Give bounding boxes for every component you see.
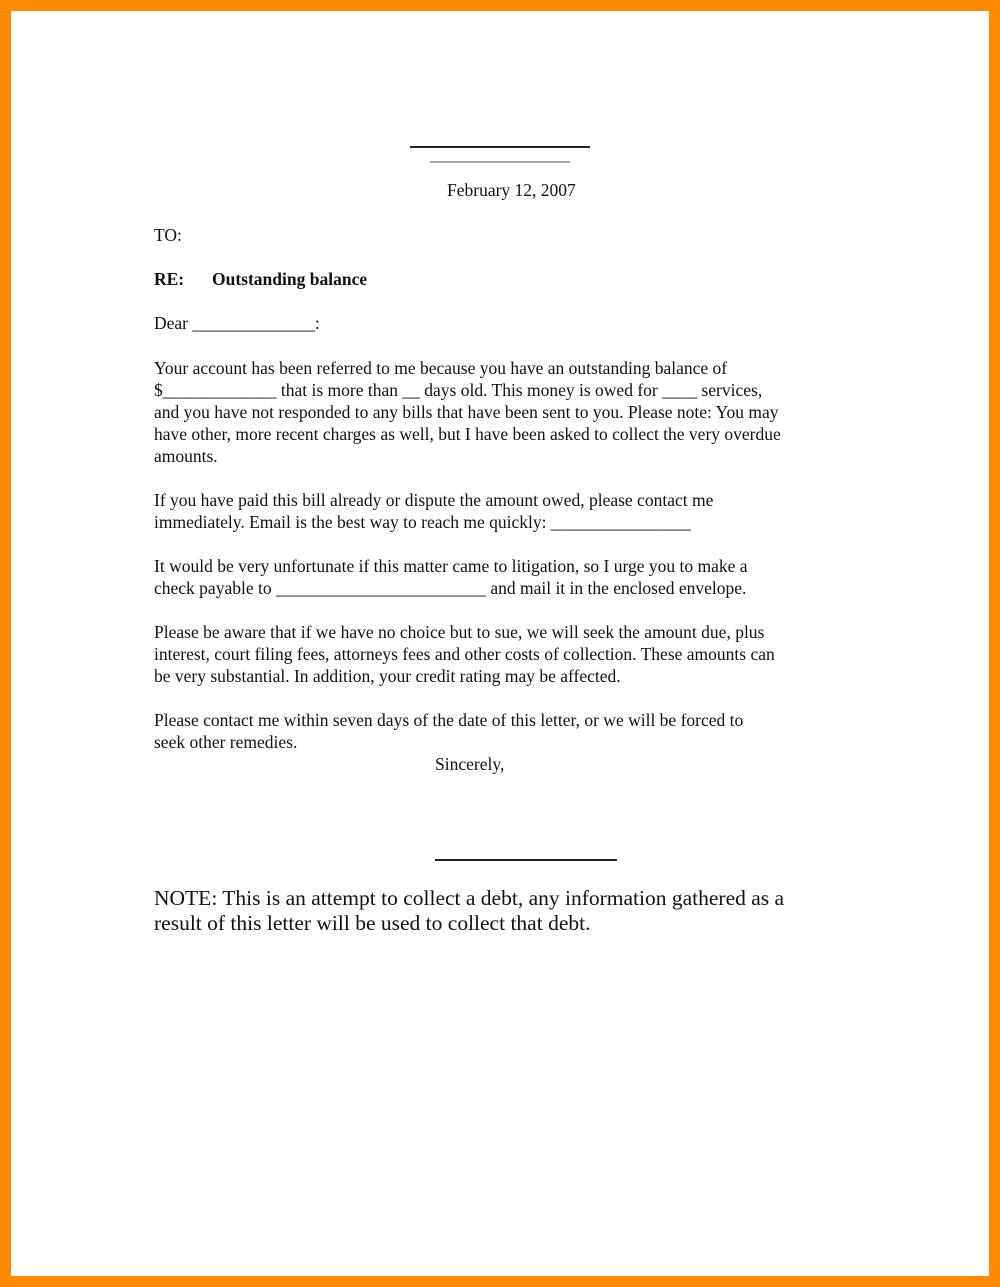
signature-line xyxy=(435,859,617,861)
to-label: TO: xyxy=(154,225,182,245)
paragraph-line: seek other remedies. xyxy=(154,732,298,752)
paragraph-line: immediately. Email is the best way to reach me quickly: ________________ xyxy=(154,512,691,532)
re-subject: Outstanding balance xyxy=(212,269,368,289)
paragraph-line: Please be aware that if we have no choice but to sue, we will seek the amount due, plus xyxy=(154,622,765,642)
paragraph-line: check payable to ________________________ and mail it in the enclosed envelope. xyxy=(154,578,747,598)
paragraph-line: Please contact me within seven days of the date of this letter, or we will be forced to xyxy=(154,710,744,730)
paragraph-line: $_____________ that is more than __ days old. This money is owed for ____ services, xyxy=(154,380,763,400)
sender-name-line xyxy=(410,146,590,148)
paragraph-line: interest, court filing fees, attorneys fees and other costs of collection. These amounts can xyxy=(154,644,775,664)
paragraph-line: be very substantial. In addition, your credit rating may be affected. xyxy=(154,666,621,686)
paragraph-line: and you have not responded to any bills that have been sent to you. Please note: You may xyxy=(154,402,779,422)
paragraph-line: If you have paid this bill already or dispute the amount owed, please contact me xyxy=(154,490,714,510)
salutation: Dear ______________: xyxy=(154,313,320,333)
letter-date: February 12, 2007 xyxy=(447,180,576,200)
paragraph-line: Your account has been referred to me because you have an outstanding balance of xyxy=(154,358,728,378)
note-line: NOTE: This is an attempt to collect a debt, any information gathered as a xyxy=(154,886,785,910)
note-line: result of this letter will be used to collect that debt. xyxy=(154,911,591,935)
paragraph-line: It would be very unfortunate if this matter came to litigation, so I urge you to make a xyxy=(154,556,748,576)
paragraph-line: have other, more recent charges as well, but I have been asked to collect the very overdue xyxy=(154,424,781,444)
closing: Sincerely, xyxy=(435,754,505,774)
re-label: RE: xyxy=(154,269,185,289)
paragraph-line: amounts. xyxy=(154,446,218,466)
sender-address-line xyxy=(430,161,570,163)
